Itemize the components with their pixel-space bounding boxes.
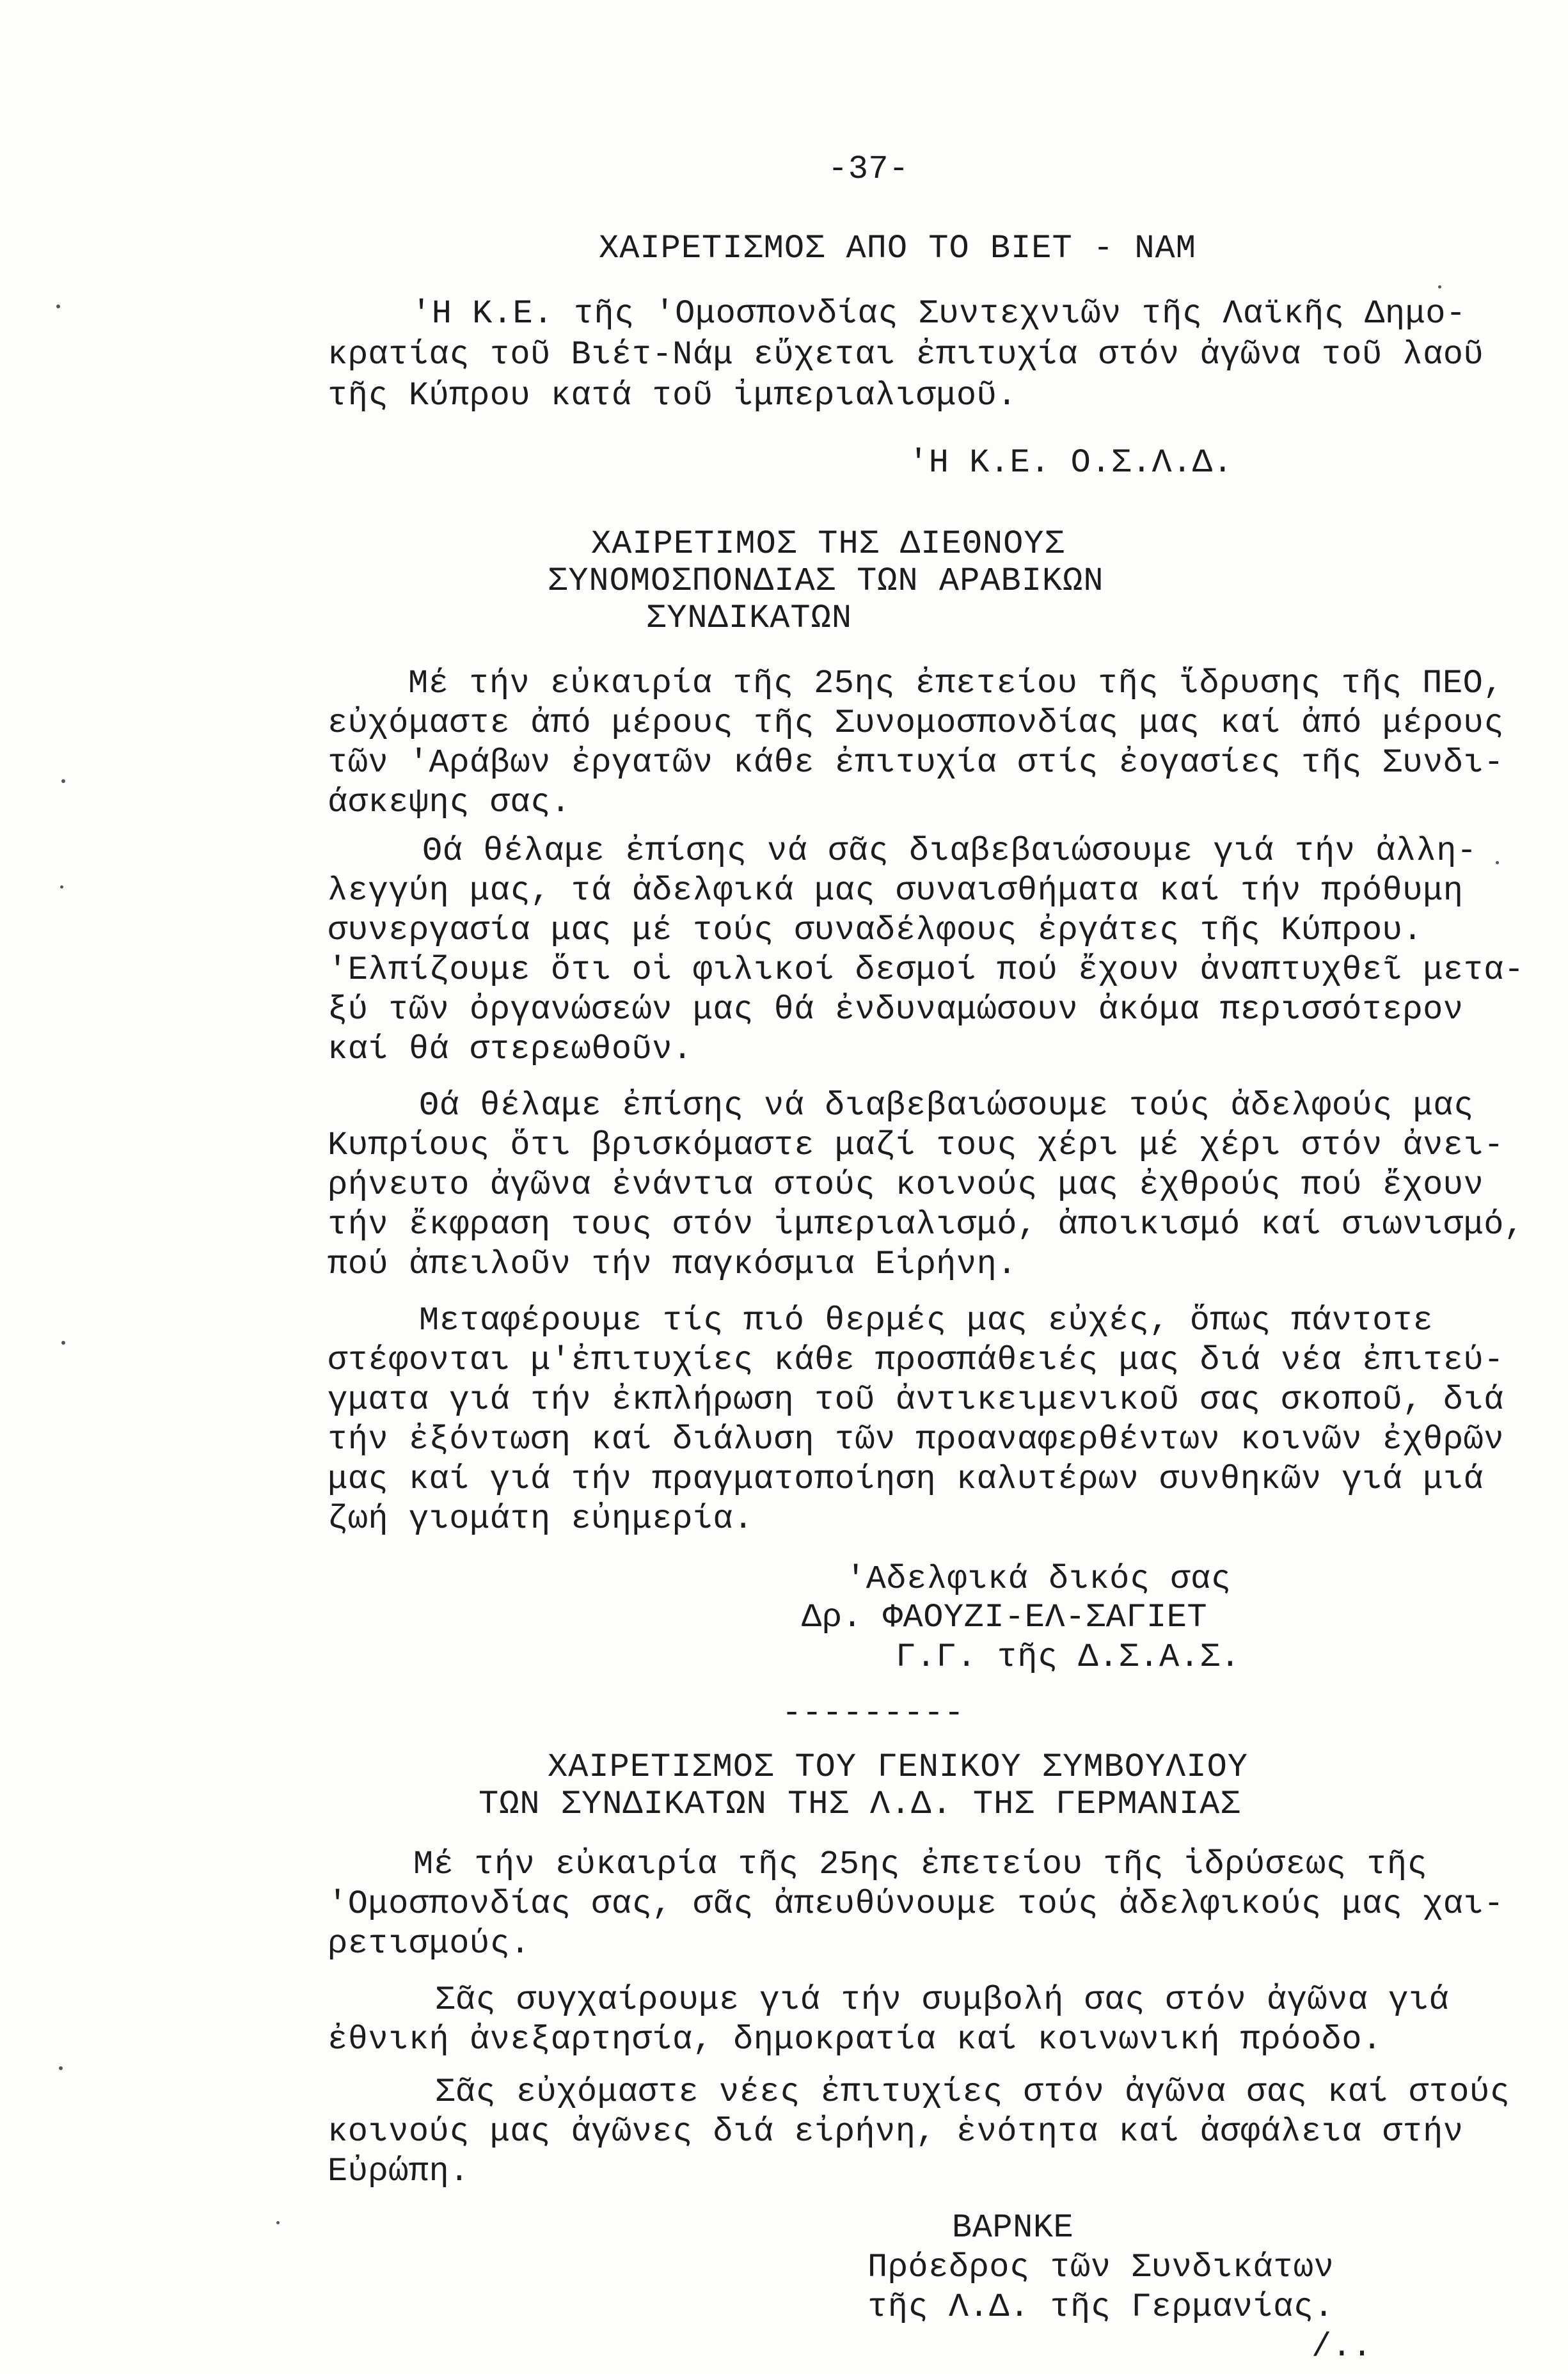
section3-signature: ΒΑΡΝΚΕ <box>952 2209 1074 2247</box>
section2-paragraph-line: στέφονται μ'ἐπιτυχίες κάθε προσπάθειές μας διά νέα ἐπιτεύ- <box>328 1341 1504 1379</box>
section3-paragraph-line: Εὐρώπη. <box>328 2153 470 2190</box>
scan-speck <box>1438 285 1441 289</box>
section2-signature: Γ.Γ. τῆς Δ.Σ.Α.Σ. <box>896 1638 1240 1676</box>
scan-speck <box>61 779 65 783</box>
section3-signature: Πρόεδρος τῶν Συνδικάτων <box>867 2249 1334 2286</box>
scan-speck <box>56 305 60 308</box>
section1-line: τῆς Κύπρου κατά τοῦ ἰμπεριαλισμοῦ. <box>328 377 1017 415</box>
section2-paragraph-line: εὐχόμαστε ἀπό μέρους τῆς Συνομοσπονδίας μας καί ἀπό μέρους <box>328 704 1504 742</box>
section3-signature: τῆς Λ.Δ. τῆς Γερμανίας. <box>867 2288 1334 2326</box>
section-divider: --------- <box>782 1695 965 1732</box>
section3-paragraph-line: ρετισμούς. <box>328 1925 531 1963</box>
section2-paragraph-line: συνεργασία μας μέ τούς συναδέλφους ἐργάτες τῆς Κύπρου. <box>328 912 1423 949</box>
section2-paragraph-line: μας καί γιά τήν πραγματοποίηση καλυτέρων συνθηκῶν γιά μιά <box>328 1460 1484 1498</box>
section3-paragraph-line: κοινούς μας ἀγῶνες διά εἰρήνη, ἑνότητα καί ἀσφάλεια στήν <box>328 2113 1464 2151</box>
section2-signature: 'Αδελφικά δικός σας <box>846 1560 1231 1598</box>
section3-paragraph-line: 'Ομοσπονδίας σας, σᾶς ἀπευθύνουμε τούς ἀδελφικούς μας χαι- <box>328 1885 1504 1923</box>
section2-paragraph-line: γματα γιά τήν ἐκπλήρωση τοῦ ἀντικειμενικοῦ σας σκοποῦ, διά <box>328 1381 1504 1419</box>
section3-paragraph-line: ἐθνική ἀνεξαρτησία, δημοκρατία καί κοινωνική πρόοδο. <box>328 2021 1382 2059</box>
section1-line: 'Η Κ.Ε. τῆς 'Ομοσπονδίας Συντεχνιῶν τῆς Λαϊκῆς Δημο- <box>411 295 1466 333</box>
section1-line: κρατίας τοῦ Βιέτ-Νάμ εὔχεται ἐπιτυχία στόν ἀγῶνα τοῦ λαοῦ <box>328 336 1484 374</box>
section2-paragraph-line: Θά θέλαμε ἐπίσης νά σᾶς διαβεβαιώσουμε γιά τήν ἀλλη- <box>422 832 1477 870</box>
section2-paragraph-line: Κυπρίους ὅτι βρισκόμαστε μαζί τους χέρι μέ χέρι στόν ἀνει- <box>328 1127 1504 1164</box>
section2-paragraph-line: τήν ἐξόντωση καί διάλυση τῶν προαναφερθέντων κοινῶν ἐχθρῶν <box>328 1421 1504 1459</box>
section2-paragraph-line: άσκεψης σας. <box>328 784 571 821</box>
section2-paragraph-line: ρήνευτο ἀγῶνα ἐνάντια στούς κοινούς μας ἐχθρούς πού ἔχουν <box>328 1166 1484 1204</box>
section1-signature: 'Η Κ.Ε. Ο.Σ.Λ.Δ. <box>908 444 1233 482</box>
section2-signature: Δρ. ΦΑΟΥΖΙ-ΕΛ-ΣΑΓΙΕΤ <box>802 1599 1208 1636</box>
scan-speck <box>59 2066 63 2070</box>
section2-paragraph-line: τῶν 'Αράβων ἐργατῶν κάθε ἐπιτυχία στίς ἐογασίες τῆς Συνδι- <box>328 744 1504 782</box>
section2-paragraph-line: ξύ τῶν ὀργανώσεών μας θά ἐνδυναμώσουν ἀκόμα περισσότερον <box>328 991 1464 1029</box>
section2-paragraph-line: ζωή γιομάτη εὐημερία. <box>328 1500 754 1538</box>
section-title-arab-unions: ΧΑΙΡΕΤΙΜΟΣ ΤΗΣ ΔΙΕΘΝΟΥΣ <box>591 525 1065 563</box>
section-title-gdr-unions: ΧΑΙΡΕΤΙΣΜΟΣ ΤΟΥ ΓΕΝΙΚΟΥ ΣΥΜΒΟΥΛΙΟΥ <box>548 1748 1248 1786</box>
scan-speck <box>61 1341 65 1345</box>
page-number: -37- <box>828 150 909 188</box>
section2-paragraph-line: Μεταφέρουμε τίς πιό θερμές μας εὐχές, ὅπως πάντοτε <box>419 1302 1434 1340</box>
section-title-vietnam: ΧΑΙΡΕΤΙΣΜΟΣ ΑΠΟ ΤΟ ΒΙΕΤ - ΝΑΜ <box>599 230 1196 267</box>
scan-speck <box>276 2221 280 2224</box>
section2-paragraph-line: καί θά στερεωθοῦν. <box>328 1031 693 1068</box>
section2-paragraph-line: Μέ τήν εὐκαιρία τῆς 25ης ἐπετείου τῆς ἵδρυσης τῆς ΠΕΟ, <box>408 665 1504 702</box>
scan-speck <box>1496 861 1499 864</box>
continuation-mark: /.. <box>1311 2328 1373 2366</box>
section3-paragraph-line: Σᾶς εὐχόμαστε νέες ἐπιτυχίες στόν ἀγῶνα σας καί στούς <box>435 2073 1510 2111</box>
section-title-gdr-unions: ΤΩΝ ΣΥΝΔΙΚΑΤΩΝ ΤΗΣ Λ.Δ. ΤΗΣ ΓΕΡΜΑΝΙΑΣ <box>479 1785 1241 1823</box>
scan-speck <box>60 885 63 889</box>
section2-paragraph-line: 'Ελπίζουμε ὅτι οἱ φιλικοί δεσμοί πού ἔχουν ἀναπτυχθεῖ μετα- <box>328 951 1524 989</box>
section3-paragraph-line: Μέ τήν εὐκαιρία τῆς 25ης ἐπετείου τῆς ἱδρύσεως τῆς <box>413 1846 1428 1883</box>
section-title-arab-unions: ΣΥΝΟΜΟΣΠΟΝΔΙΑΣ ΤΩΝ ΑΡΑΒΙΚΩΝ <box>548 562 1104 600</box>
section-title-arab-unions: ΣΥΝΔΙΚΑΤΩΝ <box>646 599 853 637</box>
section3-paragraph-line: Σᾶς συγχαίρουμε γιά τήν συμβολή σας στόν ἀγῶνα γιά <box>435 1981 1450 2019</box>
section2-paragraph-line: τήν ἔκφραση τους στόν ἰμπεριαλισμό, ἀποικισμό καί σιωνισμό, <box>328 1206 1524 1244</box>
section2-paragraph-line: λεγγύη μας, τά ἀδελφικά μας συναισθήματα καί τήν πρόθυμη <box>328 872 1464 910</box>
section2-paragraph-line: Θά θέλαμε ἐπίσης νά διαβεβαιώσουμε τούς ἀδελφούς μας <box>419 1087 1474 1125</box>
section2-paragraph-line: πού ἀπειλοῦν τήν παγκόσμια Εἰρήνη. <box>328 1246 1017 1283</box>
